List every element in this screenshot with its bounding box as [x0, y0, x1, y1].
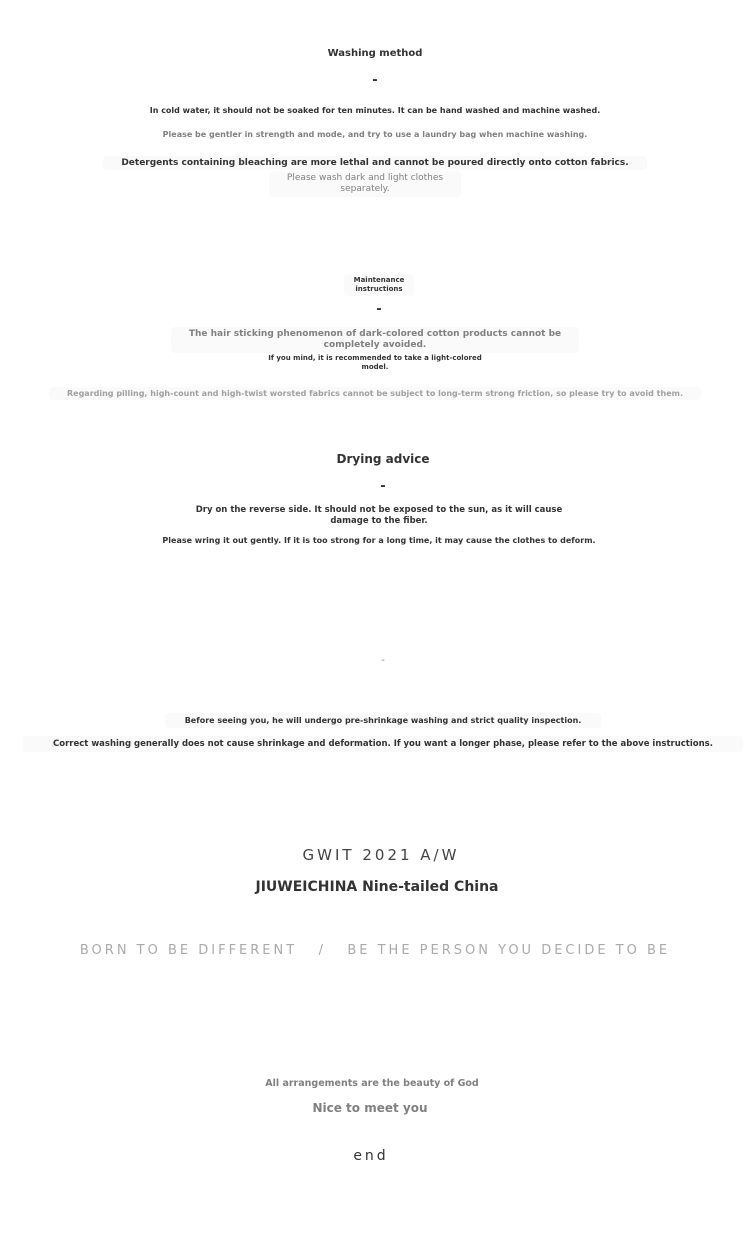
washing-line-1: In cold water, it should not be soaked for ten minutes. It can be hand washed and machine washed. [149, 106, 601, 115]
maintenance-title-a: Maintenance [353, 276, 405, 284]
brand-slogan: BORN TO BE DIFFERENT / BE THE PERSON YOU DECIDE TO BE [79, 943, 671, 958]
shrinkage-line-1-box [8, 708, 750, 728]
washing-line-4b: separately. [340, 184, 390, 194]
drying-line-1-box [4, 505, 750, 527]
shrinkage-divider: - [381, 655, 385, 666]
closing-line-2: Nice to meet you [312, 1101, 428, 1115]
brand-name: JIUWEICHINA Nine-tailed China [255, 879, 499, 895]
drying-divider: - [380, 479, 386, 494]
maintenance-title [4, 274, 750, 296]
maintenance-line-2b: model. [361, 363, 389, 371]
drying-line-1b: damage to the fiber. [330, 516, 428, 526]
washing-line-4a: Please wash dark and light clothes [286, 173, 444, 183]
maintenance-divider: - [376, 302, 382, 317]
washing-divider: - [372, 73, 378, 88]
washing-title: Washing method [327, 48, 423, 59]
drying-line-2: Please wring it out gently. If it is too strong for a long time, it may cause the clothes to deform. [162, 536, 596, 545]
maintenance-line-2-box [0, 354, 750, 373]
shrinkage-line-2-box [8, 731, 750, 752]
shrinkage-line-2: Correct washing generally does not cause shrinkage and deformation. If you want a longer phase, please refer to the above instructions. [23, 736, 743, 752]
washing-line-3-box [0, 150, 750, 170]
washing-line-4 [269, 171, 461, 197]
maintenance-line-2a: If you mind, it is recommended to take a light-colored [268, 354, 482, 362]
drying-line-1a: Dry on the reverse side. It should not be exposed to the sun, as it will cause [195, 505, 563, 515]
maintenance-line-1a: The hair sticking phenomenon of dark-colored cotton products cannot be [188, 329, 562, 339]
washing-line-3: Detergents containing bleaching are more lethal and cannot be poured directly onto cotton fabrics. [103, 156, 646, 170]
closing-line-1: All arrangements are the beauty of God [265, 1078, 479, 1089]
washing-line-2: Please be gentler in strength and mode, and try to use a laundry bag when machine washing. [162, 130, 588, 139]
maintenance-line-1-box [0, 327, 750, 353]
washing-line-4-box [0, 171, 740, 197]
maintenance-title-b: instructions [355, 285, 403, 293]
drying-title: Drying advice [336, 452, 430, 466]
brand-season: GWIT 2021 A/W [302, 846, 460, 864]
closing-end: end [353, 1148, 389, 1164]
shrinkage-line-1: Before seeing you, he will undergo pre-shrinkage washing and strict quality inspection. [165, 713, 602, 728]
maintenance-line-1b: completely avoided. [323, 340, 427, 350]
maintenance-line-3-box [0, 381, 750, 400]
maintenance-line-3: Regarding pilling, high-count and high-twist worsted fabrics cannot be subject to long-term strong friction, so please try to avoid them. [49, 387, 701, 400]
